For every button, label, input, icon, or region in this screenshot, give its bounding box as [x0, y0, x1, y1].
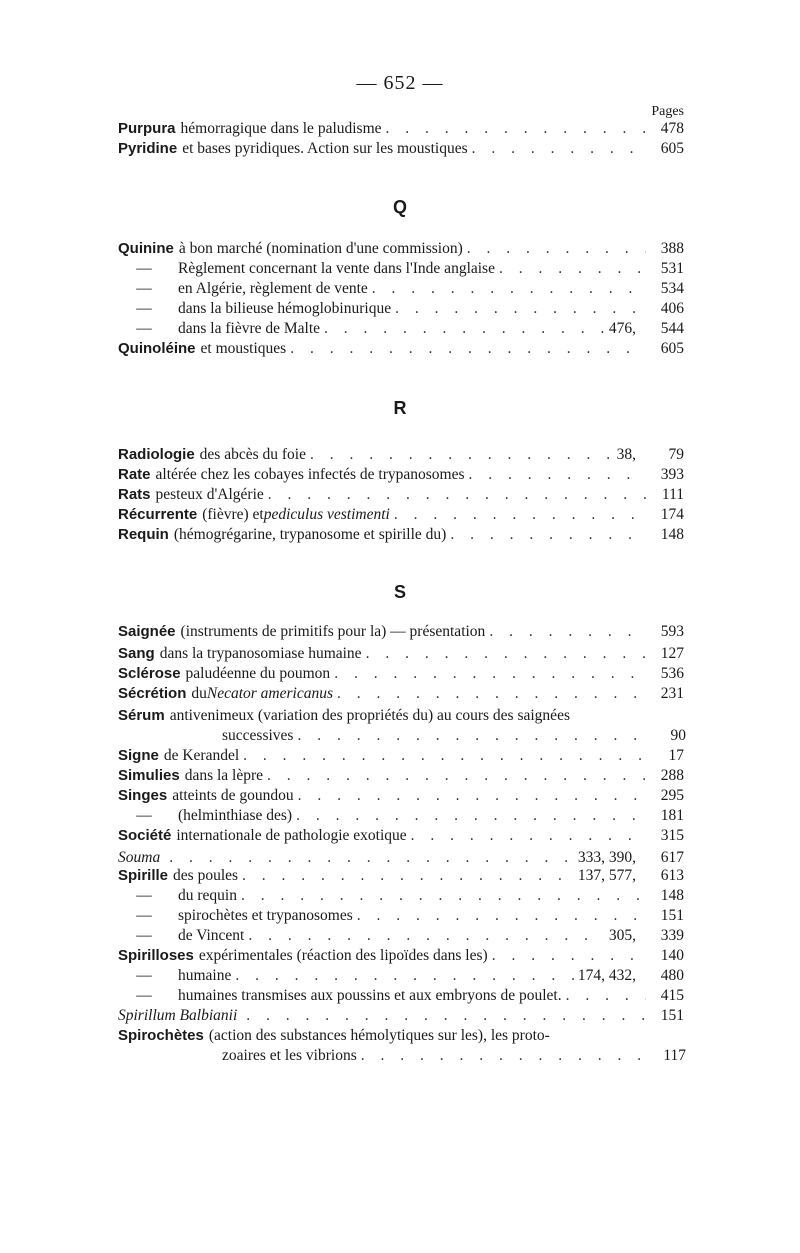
entry-page-number: 406	[660, 300, 684, 317]
entry-page-number: 117	[663, 1047, 686, 1064]
entry-page-number: 613	[660, 867, 684, 884]
entry-heading: Spirochètes	[118, 1027, 204, 1044]
dot-leader	[246, 1007, 646, 1025]
dot-leader	[499, 260, 646, 278]
dot-leader	[243, 747, 646, 765]
entry-text: en Algérie, règlement de vente	[178, 280, 368, 297]
index-entry	[118, 645, 684, 665]
section-letter-q: Q	[392, 197, 407, 217]
entry-text: Règlement concernant la vente dans l'Inde anglaise	[178, 260, 495, 277]
entry-heading: Pyridine	[118, 140, 178, 157]
entry-text: expérimentales (réaction des lipoïdes dans les)	[198, 947, 488, 964]
entry-text: des abcès du foie	[199, 446, 306, 463]
entry-text: paludéenne du poumon	[185, 665, 331, 682]
entry-text: de Vincent	[178, 927, 245, 944]
index-entry	[118, 506, 684, 526]
entry-text: spirochètes et trypanosomes	[178, 907, 353, 924]
entry-page-number: 415	[660, 987, 684, 1004]
section-letter-r: R	[393, 398, 407, 418]
ditto-dash: —	[136, 987, 152, 1004]
entry-page-number: 544	[660, 320, 684, 337]
entry-text: (hémogrégarine, trypanosome et spirille du)	[173, 526, 447, 543]
entry-text: humaines transmises aux poussins et aux embryons de poulet.	[178, 987, 562, 1004]
dot-leader	[297, 727, 648, 745]
entry-page-number: 288	[660, 767, 684, 784]
dot-leader	[386, 120, 646, 138]
dot-leader	[361, 1047, 648, 1065]
dot-leader	[334, 665, 646, 683]
entry-heading: Rate	[118, 466, 151, 483]
dot-leader	[489, 623, 646, 641]
entry-page-number: 231	[660, 685, 684, 702]
entry-extra-pages: 38,	[616, 446, 636, 463]
entry-text: du requin	[178, 887, 237, 904]
entry-extra-pages: 137, 577,	[577, 867, 636, 884]
index-entry	[118, 747, 684, 767]
index-entry	[118, 240, 684, 260]
entry-text: (instruments de primitifs pour la) — présentation	[180, 623, 486, 640]
entry-extra-pages: 174, 432,	[577, 967, 636, 984]
ditto-dash: —	[136, 260, 152, 277]
ditto-dash: —	[136, 807, 152, 824]
index-entry	[118, 685, 684, 705]
entry-page-number: 79	[668, 446, 684, 463]
ditto-dash: —	[136, 927, 152, 944]
entry-heading: Singes	[118, 787, 168, 804]
index-entry	[118, 807, 684, 827]
entry-heading: Quinine	[118, 240, 174, 257]
entry-heading-italic: Spirillum Balbianii	[118, 1007, 238, 1024]
entry-text: pesteux d'Algérie	[155, 486, 264, 503]
entry-heading: Récurrente	[118, 506, 198, 523]
entry-page-number: 90	[670, 727, 686, 744]
index-entry	[118, 787, 684, 807]
index-entry	[118, 140, 684, 160]
entry-page-number: 111	[661, 486, 684, 503]
entry-heading: Sécrétion	[118, 685, 187, 702]
dot-leader	[366, 645, 646, 663]
index-entry	[118, 280, 684, 300]
index-entry-continuation	[120, 727, 686, 747]
entry-text: et bases pyridiques. Action sur les moustiques	[182, 140, 468, 157]
entry-heading: Rats	[118, 486, 151, 503]
entry-text: atteints de goundou	[172, 787, 294, 804]
dot-leader	[241, 887, 646, 905]
entry-text: antivenimeux (variation des propriétés du) au cours des saignées	[169, 707, 570, 724]
entry-page-number: 478	[660, 120, 684, 137]
dot-leader	[566, 987, 646, 1005]
dot-leader	[298, 787, 646, 805]
entry-page-number: 536	[660, 665, 684, 682]
dot-leader	[267, 767, 646, 785]
entry-italic-text: pediculus vestimenti	[263, 506, 390, 523]
entry-text: (fièvre) et	[202, 506, 264, 523]
dot-leader	[296, 807, 646, 825]
entry-extra-pages: 305,	[608, 927, 636, 944]
entry-page-number: 148	[660, 887, 684, 904]
pages-column-label: Pages	[651, 104, 684, 119]
entry-heading: Sang	[118, 645, 155, 662]
ditto-dash: —	[136, 887, 152, 904]
index-entry	[118, 849, 684, 869]
entry-page-number: 148	[660, 526, 684, 543]
index-entry	[118, 300, 684, 320]
entry-text: humaine	[178, 967, 232, 984]
index-entry	[118, 526, 684, 546]
index-entry	[118, 1007, 684, 1027]
entry-text: successives	[222, 727, 294, 744]
entry-text: internationale de pathologie exotique	[176, 827, 407, 844]
entry-heading: Signe	[118, 747, 159, 764]
entry-heading: Simulies	[118, 767, 180, 784]
index-entry	[118, 927, 684, 947]
entry-text: des poules	[173, 867, 239, 884]
entry-heading: Purpura	[118, 120, 176, 137]
index-entry	[118, 907, 684, 927]
dot-leader	[357, 907, 646, 925]
entry-page-number: 605	[660, 340, 684, 357]
dot-leader	[394, 506, 646, 524]
entry-page-number: 393	[660, 466, 684, 483]
index-entry	[118, 120, 684, 140]
index-entry	[118, 887, 684, 907]
index-entry	[118, 987, 684, 1007]
entry-text: du	[191, 685, 207, 702]
entry-page-number: 617	[660, 849, 684, 866]
entry-text: à bon marché (nomination d'une commission)	[178, 240, 463, 257]
entry-page-number: 605	[660, 140, 684, 157]
entry-text: dans la bilieuse hémoglobinurique	[178, 300, 392, 317]
index-entry	[118, 867, 684, 887]
entry-page-number: 388	[660, 240, 684, 257]
entry-heading: Radiologie	[118, 446, 195, 463]
dot-leader	[337, 685, 646, 703]
dot-leader	[395, 300, 646, 318]
entry-heading: Spirille	[118, 867, 169, 884]
entry-heading-italic: Souma	[118, 849, 161, 866]
entry-page-number: 295	[660, 787, 684, 804]
entry-text: de Kerandel	[163, 747, 240, 764]
entry-page-number: 315	[660, 827, 684, 844]
index-entry	[118, 707, 684, 727]
entry-page-number: 531	[660, 260, 684, 277]
dot-leader	[242, 867, 574, 885]
index-entry	[118, 665, 684, 685]
index-entry	[118, 466, 684, 486]
dot-leader	[324, 320, 605, 338]
page-number: — 652 —	[356, 72, 444, 94]
index-entry	[118, 623, 684, 643]
entry-page-number: 593	[660, 623, 684, 640]
entry-text: zoaires et les vibrions	[222, 1047, 357, 1064]
entry-page-number: 534	[660, 280, 684, 297]
entry-page-number: 127	[660, 645, 684, 662]
entry-page-number: 17	[668, 747, 684, 764]
ditto-dash: —	[136, 280, 152, 297]
entry-page-number: 140	[660, 947, 684, 964]
entry-heading: Sérum	[118, 707, 165, 724]
dot-leader	[472, 140, 646, 158]
dot-leader	[372, 280, 646, 298]
dot-leader	[411, 827, 646, 845]
index-entry	[118, 827, 684, 847]
ditto-dash: —	[136, 907, 152, 924]
entry-text: dans la trypanosomiase humaine	[159, 645, 362, 662]
entry-heading: Spirilloses	[118, 947, 194, 964]
index-entry	[118, 967, 684, 987]
dot-leader	[469, 466, 646, 484]
entry-text: hémorragique dans le paludisme	[180, 120, 382, 137]
ditto-dash: —	[136, 320, 152, 337]
index-entry	[118, 446, 684, 466]
ditto-dash: —	[136, 300, 152, 317]
index-entry	[118, 486, 684, 506]
entry-heading: Requin	[118, 526, 169, 543]
entry-text: altérée chez les cobayes infectés de trypanosomes	[155, 466, 465, 483]
index-entry	[118, 947, 684, 967]
index-entry	[118, 767, 684, 787]
entry-text: et moustiques	[200, 340, 287, 357]
entry-text: dans la fièvre de Malte	[178, 320, 321, 337]
entry-page-number: 151	[660, 1007, 684, 1024]
dot-leader	[450, 526, 646, 544]
dot-leader	[492, 947, 646, 965]
entry-page-number: 339	[660, 927, 684, 944]
entry-extra-pages: 333, 390,	[577, 849, 636, 866]
entry-italic-text: Necator americanus	[206, 685, 333, 702]
entry-page-number: 480	[660, 967, 684, 984]
dot-leader	[290, 340, 646, 358]
index-entry-continuation	[120, 1047, 686, 1067]
entry-text: (helminthiase des)	[178, 807, 293, 824]
ditto-dash: —	[136, 967, 152, 984]
dot-leader	[467, 240, 646, 258]
entry-heading: Société	[118, 827, 172, 844]
index-entry	[118, 320, 684, 340]
entry-page-number: 151	[660, 907, 684, 924]
entry-text: (action des substances hémolytiques sur les), les proto-	[208, 1027, 550, 1044]
dot-leader	[310, 446, 613, 464]
entry-page-number: 174	[660, 506, 684, 523]
dot-leader	[268, 486, 646, 504]
entry-text: dans la lèpre	[184, 767, 264, 784]
section-letter-s: S	[393, 582, 406, 602]
index-entry	[118, 260, 684, 280]
index-entry	[118, 1027, 684, 1047]
dot-leader	[235, 967, 574, 985]
dot-leader	[169, 849, 574, 867]
entry-extra-pages: 476,	[608, 320, 636, 337]
entry-heading: Quinoléine	[118, 340, 196, 357]
entry-page-number: 181	[660, 807, 684, 824]
entry-heading: Sclérose	[118, 665, 181, 682]
entry-heading: Saignée	[118, 623, 176, 640]
dot-leader	[248, 927, 605, 945]
index-entry	[118, 340, 684, 360]
